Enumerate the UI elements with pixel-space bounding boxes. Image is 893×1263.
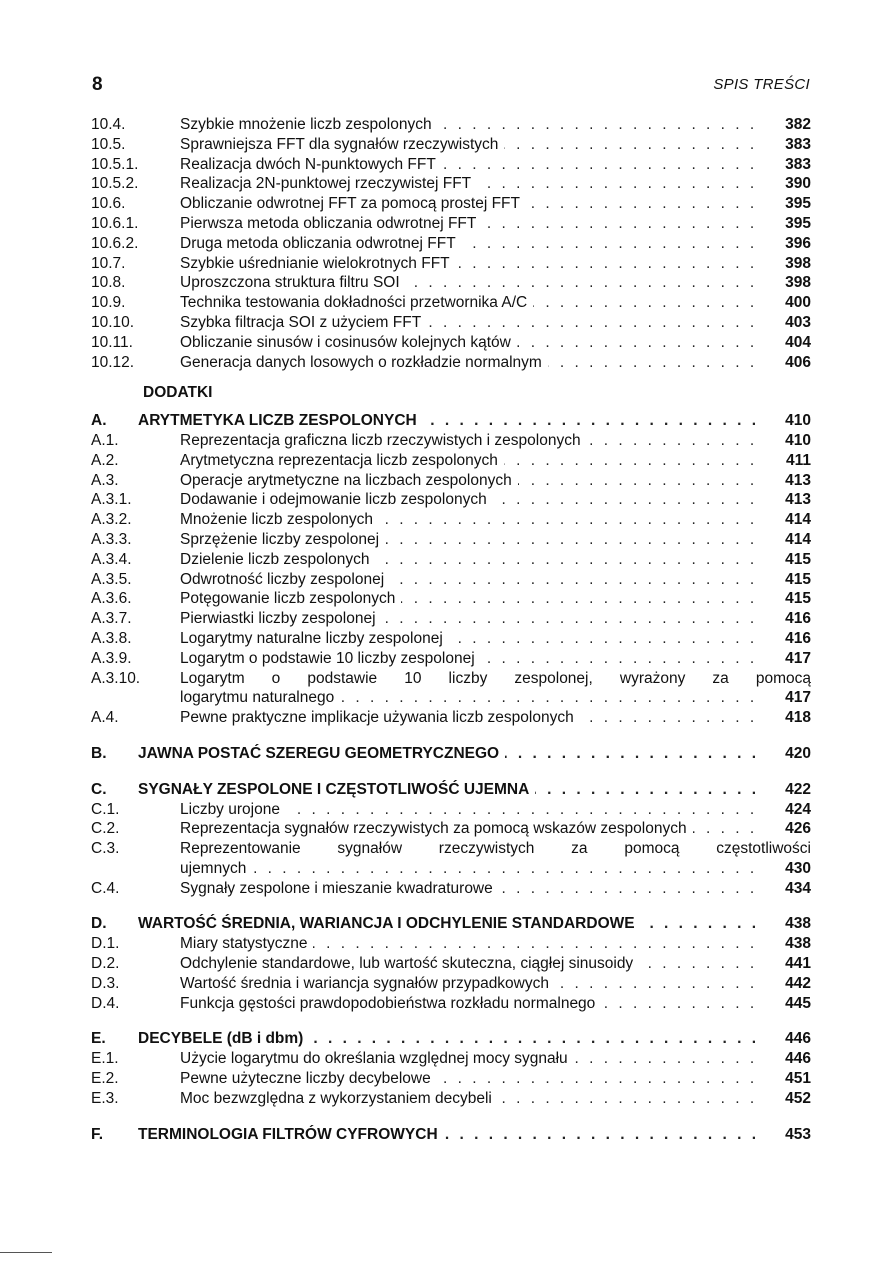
running-title: SPIS TREŚCI — [713, 76, 810, 93]
toc-entry[interactable] — [91, 609, 811, 629]
entry-page: 451 — [785, 1070, 811, 1088]
toc-section-row[interactable] — [91, 914, 811, 934]
entry-number: E.2. — [91, 1070, 119, 1088]
toc-entry[interactable] — [91, 819, 811, 839]
toc-entry[interactable] — [91, 214, 811, 234]
toc-entry[interactable] — [91, 934, 811, 954]
entry-number: A.3.8. — [91, 629, 132, 647]
toc-entry[interactable] — [91, 313, 811, 333]
entry-page: 383 — [785, 155, 811, 173]
toc-section-e — [91, 1029, 811, 1049]
entry-number: C.2. — [91, 820, 120, 838]
toc-group-chapter-10 — [91, 115, 811, 372]
entry-number: A.3.1. — [91, 491, 132, 509]
entry-title: Realizacja 2N-punktowej rzeczywistej FFT . . . — [180, 174, 757, 194]
entry-number: 10.5.2. — [91, 175, 139, 193]
entry-title: Realizacja dwóch N-punktowych FFT . . . — [180, 155, 757, 175]
entry-title: Dzielenie liczb zespolonych . . . — [180, 550, 757, 570]
entry-page: 416 — [785, 610, 811, 628]
toc-entry[interactable] — [91, 974, 811, 994]
toc-entry[interactable] — [91, 589, 811, 609]
toc-section-c — [91, 780, 811, 800]
toc-entry-a4 — [91, 708, 811, 728]
entry-page: 406 — [785, 353, 811, 371]
table-of-contents — [91, 115, 811, 1144]
entry-title: TERMINOLOGIA FILTRÓW CYFROWYCH . . . — [138, 1125, 757, 1145]
toc-entry-continuation[interactable]: ujemnych . . . 430 — [91, 859, 811, 879]
toc-section-row[interactable] — [91, 744, 811, 764]
entry-number: A. — [91, 412, 107, 430]
entry-number: A.3.5. — [91, 570, 132, 588]
entry-number: A.3.4. — [91, 550, 132, 568]
entry-title: Szybka filtracja SOI z użyciem FFT . . . — [180, 313, 757, 333]
entry-page: 398 — [785, 254, 811, 272]
toc-entry[interactable] — [91, 333, 811, 353]
entry-page: 413 — [785, 491, 811, 509]
entry-page: 395 — [785, 195, 811, 213]
entry-page: 420 — [785, 744, 811, 762]
entry-title: Druga metoda obliczania odwrotnej FFT . . . — [180, 234, 757, 254]
entry-title: WARTOŚĆ ŚREDNIA, WARIANCJA I ODCHYLENIE STANDARDOWE . . . — [138, 914, 757, 934]
entry-page: 411 — [785, 451, 811, 469]
entry-title: Odchylenie standardowe, lub wartość skuteczna, ciągłej sinusoidy . . . — [180, 954, 757, 974]
entry-title: Mnożenie liczb zespolonych . . . — [180, 510, 757, 530]
entry-page: 446 — [785, 1030, 811, 1048]
toc-entry[interactable] — [91, 471, 811, 491]
entry-page: 415 — [785, 570, 811, 588]
entry-title: Uproszczona struktura filtru SOI . . . — [180, 273, 757, 293]
entry-number: E.3. — [91, 1089, 119, 1107]
entry-number: 10.6. — [91, 195, 126, 213]
entry-title: JAWNA POSTAĆ SZEREGU GEOMETRYCZNEGO . . . — [138, 744, 757, 764]
toc-section-f — [91, 1125, 811, 1145]
entry-number: 10.5.1. — [91, 155, 139, 173]
toc-entry[interactable] — [91, 954, 811, 974]
toc-group-e — [91, 1049, 811, 1108]
toc-entry[interactable] — [91, 510, 811, 530]
entry-title: Odwrotność liczby zespolonej . . . — [180, 570, 757, 590]
entry-title: Reprezentacja sygnałów rzeczywistych za pomocą wskazów zespolonych . . . — [180, 819, 757, 839]
entry-page: 415 — [785, 550, 811, 568]
toc-section-d — [91, 914, 811, 934]
entry-page: 438 — [785, 915, 811, 933]
entry-title: DECYBELE (dB i dbm) . . . — [138, 1029, 757, 1049]
entry-number: A.3.3. — [91, 530, 132, 548]
toc-section-a — [91, 411, 811, 431]
toc-entry[interactable] — [91, 550, 811, 570]
entry-page: 410 — [785, 412, 811, 430]
toc-entry[interactable] — [91, 135, 811, 155]
entry-number: 10.11. — [91, 333, 133, 351]
entry-page: 382 — [785, 116, 811, 133]
toc-entry[interactable] — [91, 708, 811, 728]
entry-number: 10.10. — [91, 313, 135, 331]
entry-title: Miary statystyczne . . . — [180, 934, 757, 954]
entry-title: ARYTMETYKA LICZB ZESPOLONYCH . . . — [138, 411, 757, 431]
entry-number: B. — [91, 744, 107, 762]
entry-page: 415 — [785, 590, 811, 608]
entry-page: 453 — [785, 1125, 811, 1143]
entry-page: 390 — [785, 175, 811, 193]
entry-title: Generacja danych losowych o rozkładzie normalnym . . . — [180, 353, 757, 373]
toc-entry-c4 — [91, 879, 811, 899]
page-header — [92, 74, 810, 100]
entry-title: Szybkie mnożenie liczb zespolonych . . . — [180, 115, 757, 135]
entry-title: Liczby urojone . . . — [180, 800, 757, 820]
entry-title: Sprawniejsza FFT dla sygnałów rzeczywistych . . . — [180, 135, 757, 155]
toc-entry[interactable] — [91, 234, 811, 254]
entry-title: Pewne praktyczne implikacje używania liczb zespolonych . . . — [180, 708, 757, 728]
page-number: 8 — [92, 74, 103, 95]
entry-number: A.1. — [91, 431, 119, 449]
entry-title: Szybkie uśrednianie wielokrotnych FFT . . . — [180, 254, 757, 274]
entry-page: 416 — [785, 629, 811, 647]
entry-page: 418 — [785, 709, 811, 727]
entry-page: 396 — [785, 234, 811, 252]
entry-title: Użycie logarytmu do określania względnej mocy sygnału . . . — [180, 1049, 757, 1069]
entry-number: 10.7. — [91, 254, 126, 272]
toc-entry[interactable] — [91, 451, 811, 471]
entry-page: 438 — [785, 935, 811, 953]
entry-number: D.4. — [91, 994, 120, 1012]
entry-page: 398 — [785, 274, 811, 292]
toc-entry[interactable] — [91, 194, 811, 214]
entry-number: 10.4. — [91, 116, 126, 133]
toc-entry[interactable] — [91, 800, 811, 820]
toc-entry[interactable] — [91, 353, 811, 373]
entry-number: A.3.7. — [91, 610, 132, 628]
entry-page: 446 — [785, 1050, 811, 1068]
entry-title: Pierwiastki liczby zespolonej . . . — [180, 609, 757, 629]
entry-page: 383 — [785, 135, 811, 153]
entry-page: 414 — [785, 511, 811, 529]
toc-entry[interactable] — [91, 254, 811, 274]
entry-page: 426 — [785, 820, 811, 838]
toc-entry[interactable] — [91, 431, 811, 451]
toc-entry[interactable] — [91, 155, 811, 175]
toc-entry[interactable] — [91, 879, 811, 899]
entry-title: Logarytm o podstawie 10 liczby zespolonej . . . — [180, 649, 757, 669]
entry-title: Pewne użyteczne liczby decybelowe . . . — [180, 1069, 757, 1089]
entry-number: A.3.9. — [91, 649, 132, 667]
toc-section-row[interactable] — [91, 780, 811, 800]
entry-number: C. — [91, 780, 107, 798]
entry-title: Potęgowanie liczb zespolonych . . . — [180, 589, 757, 609]
entry-page: 404 — [785, 333, 811, 351]
toc-entry[interactable] — [91, 629, 811, 649]
toc-entry[interactable] — [91, 115, 811, 135]
entry-number: C.4. — [91, 879, 120, 897]
entry-page: 424 — [785, 800, 811, 818]
entry-page: 445 — [785, 994, 811, 1012]
entry-number: A.4. — [91, 709, 119, 727]
toc-entry[interactable] — [91, 174, 811, 194]
toc-entry[interactable] — [91, 1089, 811, 1109]
entry-title: Operacje arytmetyczne na liczbach zespolonych . . . — [180, 471, 757, 491]
entry-title: Logarytmy naturalne liczby zespolonej . . . — [180, 629, 757, 649]
entry-title: Moc bezwzględna z wykorzystaniem decybeli . . . — [180, 1089, 757, 1109]
entry-title: Obliczanie odwrotnej FFT za pomocą prostej FFT . . . — [180, 194, 757, 214]
entry-number: A.3.6. — [91, 590, 132, 608]
toc-entry[interactable] — [91, 570, 811, 590]
toc-entry[interactable] — [91, 649, 811, 669]
appendix-heading: DODATKI — [91, 383, 811, 403]
entry-page: 452 — [785, 1089, 811, 1107]
entry-title: Reprezentacja graficzna liczb rzeczywistych i zespolonych . . . — [180, 431, 757, 451]
toc-group-d — [91, 934, 811, 1013]
entry-page: 395 — [785, 214, 811, 232]
entry-number: D.1. — [91, 935, 120, 953]
entry-number: 10.8. — [91, 274, 126, 292]
toc-entry[interactable]: C.3. Reprezentowanie sygnałów rzeczywistych za pomocą częstotliwości — [91, 840, 811, 858]
toc-section-row[interactable] — [91, 411, 811, 431]
entry-title: Wartość średnia i wariancja sygnałów przypadkowych . . . — [180, 974, 757, 994]
toc-entry[interactable] — [91, 530, 811, 550]
entry-page: 434 — [785, 879, 811, 897]
entry-number: E.1. — [91, 1050, 119, 1068]
toc-entry[interactable] — [91, 1049, 811, 1069]
entry-page: 442 — [785, 974, 811, 992]
toc-section-b — [91, 744, 811, 764]
toc-entry[interactable] — [91, 273, 811, 293]
entry-number: E. — [91, 1030, 106, 1048]
entry-title: Pierwsza metoda obliczania odwrotnej FFT . . . — [180, 214, 757, 234]
toc-section-row[interactable] — [91, 1029, 811, 1049]
entry-number: 10.5. — [91, 135, 126, 153]
entry-title: Dodawanie i odejmowanie liczb zespolonych . . . — [180, 490, 757, 510]
entry-number: 10.12. — [91, 353, 135, 371]
toc-entry[interactable] — [91, 490, 811, 510]
corner-mark — [0, 1252, 52, 1253]
entry-number: F. — [91, 1125, 104, 1143]
entry-number: D.2. — [91, 955, 120, 973]
toc-entry[interactable]: A.3.10. Logarytm o podstawie 10 liczby zespolonej, wyrażony za pomocą — [91, 669, 811, 687]
entry-title: Sprzężenie liczby zespolonej . . . — [180, 530, 757, 550]
entry-number: C.1. — [91, 800, 120, 818]
entry-number: A.3.2. — [91, 511, 132, 529]
entry-title: Technika testowania dokładności przetwornika A/C . . . — [180, 293, 757, 313]
toc-entry[interactable] — [91, 293, 811, 313]
entry-title: Sygnały zespolone i mieszanie kwadraturowe . . . — [180, 879, 757, 899]
entry-page: 400 — [785, 294, 811, 312]
toc-section-row[interactable] — [91, 1125, 811, 1145]
entry-page: 414 — [785, 530, 811, 548]
entry-number: 10.9. — [91, 294, 126, 312]
entry-number: D.3. — [91, 974, 120, 992]
entry-number: 10.6.2. — [91, 234, 139, 252]
entry-title: Obliczanie sinusów i cosinusów kolejnych kątów . . . — [180, 333, 757, 353]
entry-page: 422 — [785, 780, 811, 798]
entry-title: Funkcja gęstości prawdopodobieństwa rozkładu normalnego . . . — [180, 994, 757, 1014]
entry-number: 10.6.1. — [91, 214, 139, 232]
entry-page: 410 — [785, 431, 811, 449]
entry-number: A.3. — [91, 471, 119, 489]
toc-group-a — [91, 431, 811, 669]
entry-title: Arytmetyczna reprezentacja liczb zespolonych . . . — [180, 451, 757, 471]
entry-title: SYGNAŁY ZESPOLONE I CZĘSTOTLIWOŚĆ UJEMNA . . . — [138, 780, 757, 800]
toc-group-c — [91, 800, 811, 840]
entry-page: 413 — [785, 471, 811, 489]
entry-page: 403 — [785, 313, 811, 331]
toc-entry[interactable] — [91, 1069, 811, 1089]
entry-number: D. — [91, 915, 107, 933]
entry-number: A.2. — [91, 451, 119, 469]
toc-entry[interactable] — [91, 994, 811, 1014]
entry-page: 441 — [785, 955, 811, 973]
toc-entry-continuation[interactable]: logarytmu naturalnego . . . 417 — [91, 688, 811, 708]
entry-page: 417 — [785, 649, 811, 667]
